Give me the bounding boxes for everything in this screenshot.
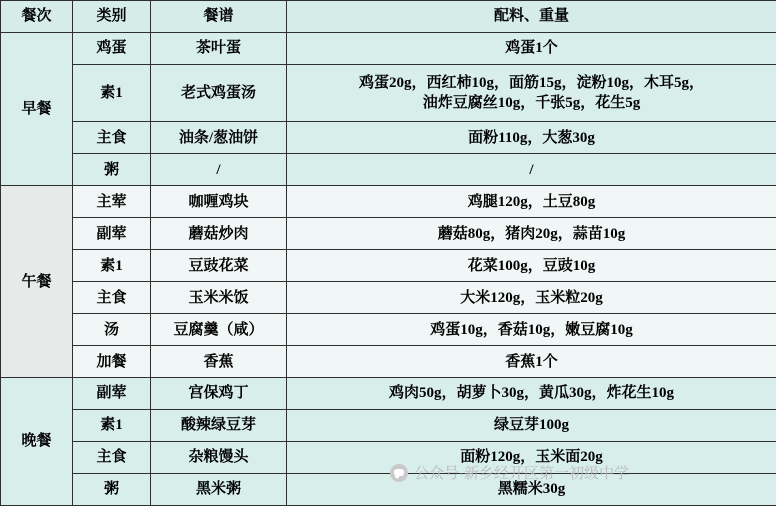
table-row [1,378,776,410]
dish-cell: / [151,154,287,186]
category-cell: 粥 [73,473,151,505]
watermark-text: 公众号·新乡经开区第一初级中学 [414,465,629,482]
ingredients-cell: 面粉110g，大葱30g [287,122,776,154]
table-row [1,346,776,378]
category-cell: 素1 [73,410,151,442]
table-row [1,122,776,154]
ingredients-line-2: 油炸豆腐丝10g，千张5g，花生5g [422,95,641,112]
category-cell: 汤 [73,314,151,346]
dish-cell: 老式鸡蛋汤 [151,64,287,122]
table-header-row [1,1,776,33]
ingredients-cell: 花菜100g，豆豉10g [287,250,776,282]
dish-cell: 黑米粥 [151,473,287,505]
table-row [1,442,776,474]
table-row [1,32,776,64]
category-cell: 主食 [73,282,151,314]
category-cell: 素1 [73,64,151,122]
table-row [1,250,776,282]
ingredients-cell: 鸡蛋10g，香菇10g，嫩豆腐10g [287,314,776,346]
table-row [1,64,776,122]
ingredients-cell: 大米120g，玉米粒20g [287,282,776,314]
dish-cell: 玉米米饭 [151,282,287,314]
table-row [1,314,776,346]
category-cell: 主食 [73,442,151,474]
category-cell: 粥 [73,154,151,186]
table-row [1,282,776,314]
dish-cell: 豆腐羹（咸） [151,314,287,346]
category-cell: 主食 [73,122,151,154]
table-row [1,154,776,186]
dish-cell: 香蕉 [151,346,287,378]
ingredients-cell: 面粉120g，玉米面20g [287,442,776,474]
header-ingredients: 配料、重量 [287,1,776,33]
ingredients-cell: 鸡蛋1个 [287,32,776,64]
ingredients-cell: 鸡腿120g，土豆80g [287,186,776,218]
category-cell: 素1 [73,250,151,282]
category-cell: 主荤 [73,186,151,218]
meal-name-lunch: 午餐 [1,186,73,378]
dish-cell: 油条/葱油饼 [151,122,287,154]
ingredients-cell: 鸡肉50g，胡萝卜30g，黄瓜30g，炸花生10g [287,378,776,410]
ingredients-cell: 香蕉1个 [287,346,776,378]
ingredients-cell: 绿豆芽100g [287,410,776,442]
dish-cell: 豆豉花菜 [151,250,287,282]
ingredients-cell: / [287,154,776,186]
table-row [1,410,776,442]
ingredients-line-1: 鸡蛋20g，西红柿10g，面筋15g，淀粉10g，木耳5g， [358,74,704,91]
category-cell: 副荤 [73,218,151,250]
header-category: 类别 [73,1,151,33]
meal-name-dinner: 晚餐 [1,378,73,506]
dish-cell: 咖喱鸡块 [151,186,287,218]
header-meal: 餐次 [1,1,73,33]
table-row [1,473,776,505]
ingredients-cell: 黑糯米30g [287,473,776,505]
meal-name-breakfast: 早餐 [1,32,73,185]
category-cell: 加餐 [73,346,151,378]
header-dish: 餐谱 [151,1,287,33]
dish-cell: 蘑菇炒肉 [151,218,287,250]
dish-cell: 茶叶蛋 [151,32,287,64]
category-cell: 副荤 [73,378,151,410]
ingredients-cell [287,64,776,122]
ingredients-cell: 蘑菇80g，猪肉20g，蒜苗10g [287,218,776,250]
table-row [1,218,776,250]
dish-cell: 酸辣绿豆芽 [151,410,287,442]
dish-cell: 宫保鸡丁 [151,378,287,410]
table-row [1,186,776,218]
category-cell: 鸡蛋 [73,32,151,64]
dish-cell: 杂粮馒头 [151,442,287,474]
